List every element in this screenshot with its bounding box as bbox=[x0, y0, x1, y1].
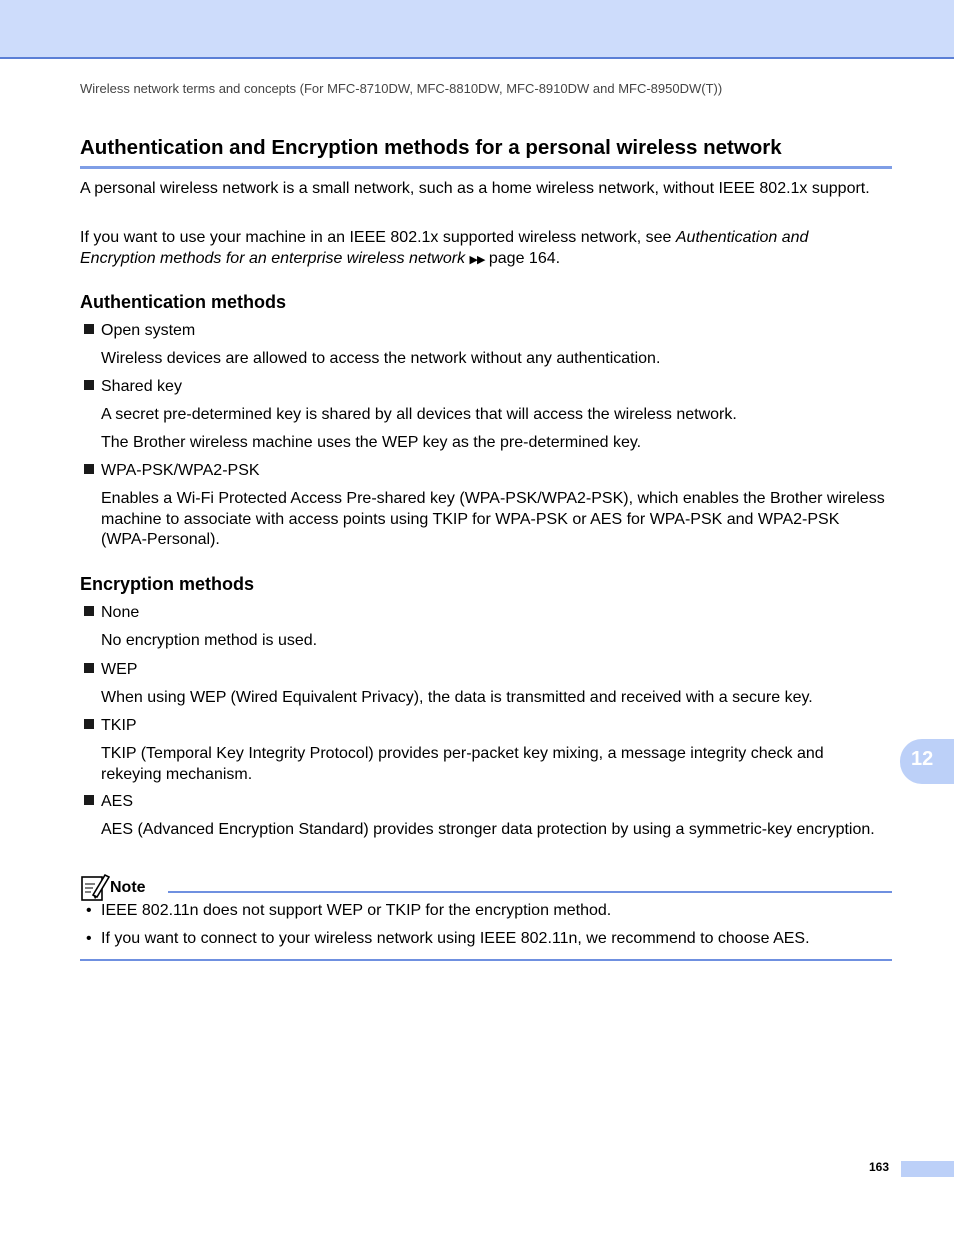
method-description: Enables a Wi-Fi Protected Access Pre-shared key (WPA-PSK/WPA2-PSK), which enables the Brother wireless machine to associate with access points using TKIP for WPA-PSK or AES for WPA-PSK and WPA2-PSK (WPA-Personal). bbox=[101, 490, 885, 548]
section-title: Authentication and Encryption methods for a personal wireless network bbox=[80, 136, 782, 159]
intro-paragraph-1: A personal wireless network is a small network, such as a home wireless network, without IEEE 802.1x support. bbox=[80, 180, 870, 197]
list-item bbox=[84, 716, 137, 736]
method-description: TKIP (Temporal Key Integrity Protocol) provides per-packet key mixing, a message integrity check and rekeying mechanism. bbox=[101, 745, 824, 783]
intro-text: If you want to use your machine in an IEEE 802.1x supported wireless network, see bbox=[80, 229, 676, 246]
note-pencil-icon bbox=[80, 872, 110, 902]
method-name: WPA-PSK/WPA2-PSK bbox=[101, 462, 260, 479]
note-text: IEEE 802.11n does not support WEP or TKIP for the encryption method. bbox=[101, 902, 612, 919]
encryption-heading: Encryption methods bbox=[80, 574, 255, 594]
square-bullet-icon bbox=[84, 380, 94, 390]
method-name: AES bbox=[101, 793, 134, 810]
double-arrow-icon: ▶▶ bbox=[469, 253, 485, 266]
square-bullet-icon bbox=[84, 663, 94, 673]
note-rule-top bbox=[168, 891, 892, 893]
square-bullet-icon bbox=[84, 719, 94, 729]
method-description: When using WEP (Wired Equivalent Privacy), the data is transmitted and received with a secure key. bbox=[101, 689, 813, 706]
method-name: None bbox=[101, 604, 140, 621]
method-name: Open system bbox=[101, 322, 196, 339]
method-description: No encryption method is used. bbox=[101, 632, 318, 649]
intro-paragraph-2 bbox=[80, 228, 880, 270]
note-bullet: • bbox=[86, 930, 92, 947]
page-reference: page 164. bbox=[484, 249, 561, 267]
method-name: TKIP bbox=[101, 717, 137, 734]
square-bullet-icon bbox=[84, 464, 94, 474]
list-item bbox=[84, 321, 195, 341]
authentication-heading: Authentication methods bbox=[80, 292, 286, 312]
method-description: The Brother wireless machine uses the WEP key as the pre-determined key. bbox=[101, 434, 642, 451]
method-name: Shared key bbox=[101, 378, 182, 395]
note-item bbox=[86, 929, 810, 949]
method-description: Wireless devices are allowed to access the network without any authentication. bbox=[101, 350, 661, 367]
section-title-rule bbox=[80, 166, 892, 169]
square-bullet-icon bbox=[84, 606, 94, 616]
page-number: 163 bbox=[869, 1160, 890, 1174]
cross-reference-link[interactable]: Authentication and Encryption methods for an enterprise wireless network bbox=[80, 229, 809, 267]
running-head: Wireless network terms and concepts (For MFC-8710DW, MFC-8810DW, MFC-8910DW and MFC-8950DW(T)) bbox=[80, 81, 723, 96]
method-name: WEP bbox=[101, 661, 138, 678]
method-description: AES (Advanced Encryption Standard) provides stronger data protection by using a symmetric-key encryption. bbox=[101, 821, 875, 838]
page-tab bbox=[901, 1161, 954, 1177]
chapter-number: 12 bbox=[911, 748, 934, 770]
note-bullet: • bbox=[86, 902, 92, 919]
square-bullet-icon bbox=[84, 795, 94, 805]
list-item bbox=[84, 660, 137, 680]
list-item bbox=[84, 461, 260, 481]
square-bullet-icon bbox=[84, 324, 94, 334]
note-item bbox=[86, 901, 611, 921]
header-band bbox=[0, 0, 954, 59]
note-rule-bottom bbox=[80, 959, 892, 961]
list-item bbox=[84, 603, 139, 623]
note-text: If you want to connect to your wireless network using IEEE 802.11n, we recommend to choose AES. bbox=[101, 930, 810, 947]
list-item bbox=[84, 792, 133, 812]
method-description: A secret pre-determined key is shared by all devices that will access the wireless network. bbox=[101, 406, 737, 423]
note-label: Note bbox=[110, 879, 146, 896]
list-item bbox=[84, 377, 182, 397]
